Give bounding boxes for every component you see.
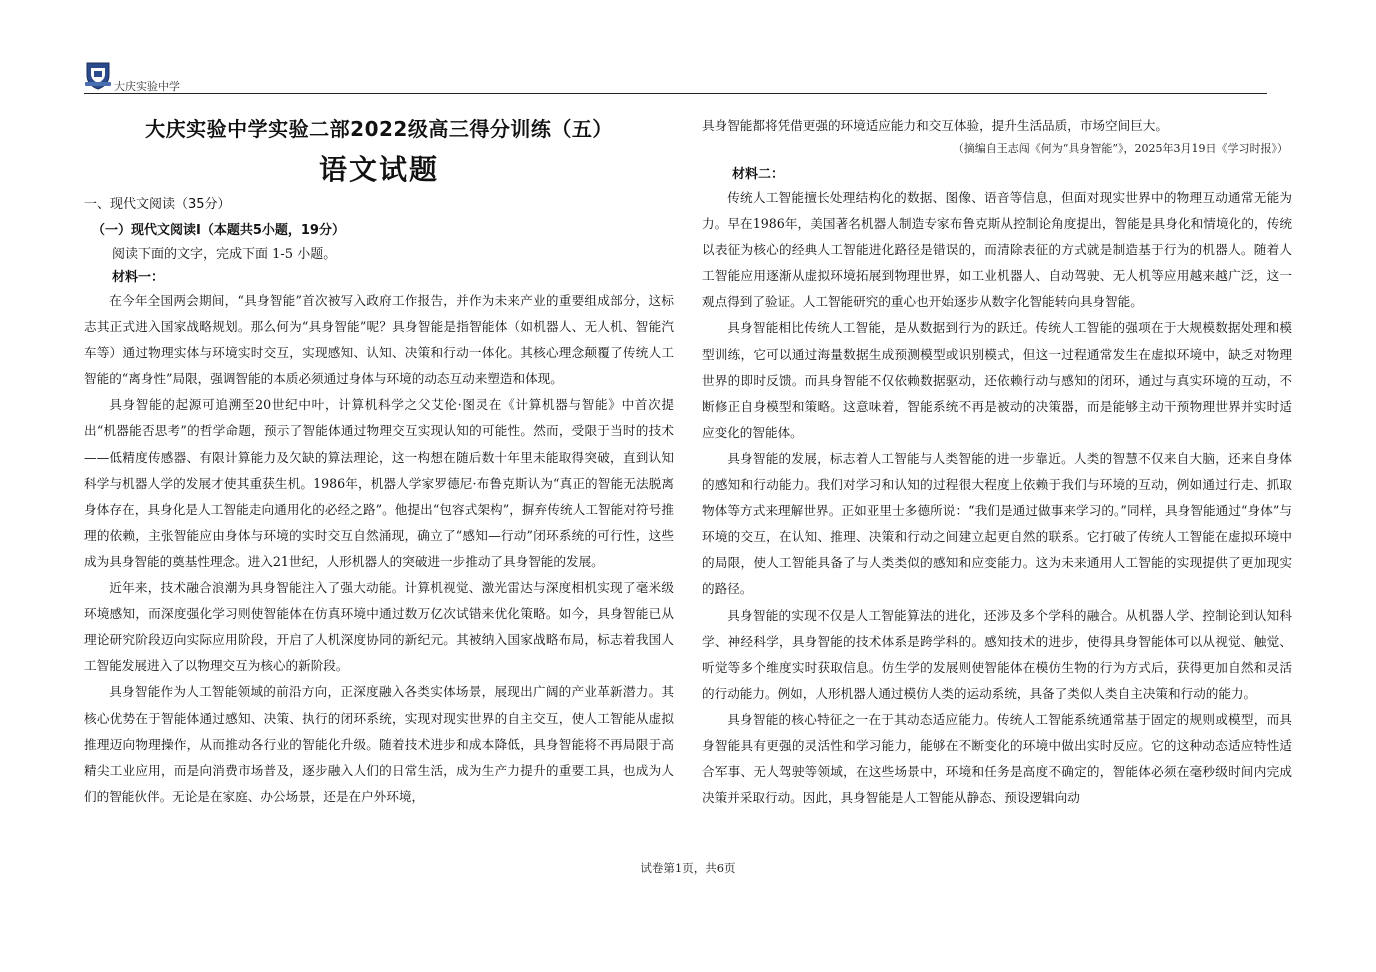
section-subheading: （一）现代文阅读Ⅰ（本题共5小题，19分） xyxy=(92,223,345,238)
section-heading: 一、现代文阅读（35分） xyxy=(84,197,231,212)
material-2-paragraph: 具身智能的实现不仅是人工智能算法的进化，还涉及多个学科的融合。从机器人学、控制论到认知科学、神经科学，具身智能的技术体系是跨学科的。感知技术的进步，使得具身智能体可以从视觉、触觉、听觉等多个维度实时获取信息。仿生学的发展则使智能体在模仿生物的行为方式后，获得更加自然和灵活的行动能力。例如，人形机器人通过模仿人类的运动系统，具备了类似人类自主决策和行动的能力。 xyxy=(702,607,1292,701)
subject-title: 语文试题 xyxy=(318,153,439,186)
page-footer: 试卷第1页，共6页 xyxy=(640,861,736,875)
instruction-text: 阅读下面的文字，完成下面 1-5 小题。 xyxy=(112,247,337,262)
citation: （摘编自王志闯《何为“具身智能”》，2025年3月19日《学习时报》） xyxy=(952,142,1288,155)
material-1-continuation: 具身智能都将凭借更强的环境适应能力和交互体验，提升生活品质，市场空间巨大。 xyxy=(702,118,1168,133)
material-2-body xyxy=(702,185,1292,811)
material-1-paragraph: 具身智能的起源可追溯至20世纪中叶，计算机科学之父艾伦·图灵在《计算机器与智能》中首次提出“机器能否思考”的哲学命题，预示了智能体通过物理交互实现认知的可能性。然而，受限于当时的技术——低精度传感器、有限计算能力及欠缺的算法理论，这一构想在随后数十年里未能取得突破，直到认知科学与机器人学的发展才使其重获生机。1986年，机器人学家罗德尼·布鲁克斯认为“真正的智能无法脱离身体存在，具身化是人工智能走向通用化的必经之路”。他提出“包容式架构”，摒弃传统人工智能对符号推理的依赖，主张智能应由身体与环境的实时交互自然涌现，确立了“感知—行动”闭环系统的可行性，这些成为具身智能的奠基性理念。进入21世纪，人形机器人的突破进一步推动了具身智能的发展。 xyxy=(84,397,674,569)
material-1-paragraph: 具身智能作为人工智能领域的前沿方向，正深度融入各类实体场景，展现出广阔的产业革新潜力。其核心优势在于智能体通过感知、决策、执行的闭环系统，实现对现实世界的自主交互，使人工智能从虚拟推理迈向物理操作，从而推动各行业的智能化升级。随着技术进步和成本降低，具身智能将不再局限于高精尖工业应用，而是向消费市场普及，逐步融入人们的日常生活，成为生产力提升的重要工具，也成为人们的智能伙伴。无论是在家庭、办公场景，还是在户外环境， xyxy=(84,684,674,804)
exam-title: 大庆实验中学实验二部2022级高三得分训练（五） xyxy=(145,117,613,141)
material-2-paragraph: 具身智能相比传统人工智能，是从数据到行为的跃迁。传统人工智能的强项在于大规模数据处理和模型训练，它可以通过海量数据生成预测模型或识别模式，但这一过程通常发生在虚拟环境中，缺乏对物理世界的即时反馈。而具身智能不仅依赖数据驱动，还依赖行动与感知的闭环，通过与真实环境的互动，不断修正自身模型和策略。这意味着，智能系统不再是被动的决策器，而是能够主动干预物理世界并实时适应变化的智能体。 xyxy=(702,320,1292,440)
material-1-paragraph: 在今年全国两会期间，“具身智能”首次被写入政府工作报告，并作为未来产业的重要组成部分，这标志其正式进入国家战略规划。那么何为“具身智能”呢？具身智能是指智能体（如机器人、无人机、智能汽车等）通过物理实体与环境实时交互，实现感知、认知、决策和行动一体化。其核心理念颠覆了传统人工智能的“离身性”局限，强调智能的本质必须通过身体与环境的动态互动来塑造和体现。 xyxy=(84,293,674,387)
school-crest-icon xyxy=(84,60,112,90)
material-2-paragraph: 具身智能的发展，标志着人工智能与人类智能的进一步靠近。人类的智慧不仅来自大脑，还来自身体的感知和行动能力。我们对学习和认知的过程很大程度上依赖于我们与环境的互动，例如通过行走、抓取物体等方式来理解世界。正如亚里士多德所说：“我们是通过做事来学习的。”同样，具身智能通过“身体”与环境的交互，在认知、推理、决策和行动之间建立起更自然的联系。它打破了传统人工智能在虚拟环境中的局限，使人工智能具备了与人类类似的感知和应变能力。这为未来通用人工智能的实现提供了更加现实的路径。 xyxy=(702,450,1292,597)
material-2-label: 材料二： xyxy=(732,167,785,182)
school-name: 大庆实验中学 xyxy=(114,80,180,93)
header-divider xyxy=(84,93,1267,94)
material-1-label: 材料一： xyxy=(112,270,165,285)
material-1-paragraph: 近年来，技术融合浪潮为具身智能注入了强大动能。计算机视觉、激光雷达与深度相机实现了毫米级环境感知，而深度强化学习则使智能体在仿真环境中通过数万亿次试错来优化策略。如今，具身智能已从理论研究阶段迈向实际应用阶段，开启了人机深度协同的新纪元。其被纳入国家战略布局，标志着我国人工智能发展进入了以物理交互为核心的新阶段。 xyxy=(84,580,674,674)
material-1-body xyxy=(84,288,674,810)
material-2-paragraph: 具身智能的核心特征之一在于其动态适应能力。传统人工智能系统通常基于固定的规则或模型，而具身智能具有更强的灵活性和学习能力，能够在不断变化的环境中做出实时反应。它的这种动态适应特性适合军事、无人驾驶等领域，在这些场景中，环境和任务是高度不确定的，智能体必须在毫秒级时间内完成决策并采取行动。因此，具身智能是人工智能从静态、预设逻辑向动 xyxy=(702,711,1292,806)
material-2-paragraph: 传统人工智能擅长处理结构化的数据、图像、语音等信息，但面对现实世界中的物理互动通常无能为力。早在1986年，美国著名机器人制造专家布鲁克斯从控制论角度提出，智能是具身化和情境化的，传统以表征为核心的经典人工智能进化路径是错误的，而清除表征的方式就是制造基于行为的机器人。随着人工智能应用逐渐从虚拟环境拓展到物理世界，如工业机器人、自动驾驶、无人机等应用越来越广泛，这一观点得到了验证。人工智能研究的重心也开始逐步从数字化智能转向具身智能。 xyxy=(702,190,1292,310)
